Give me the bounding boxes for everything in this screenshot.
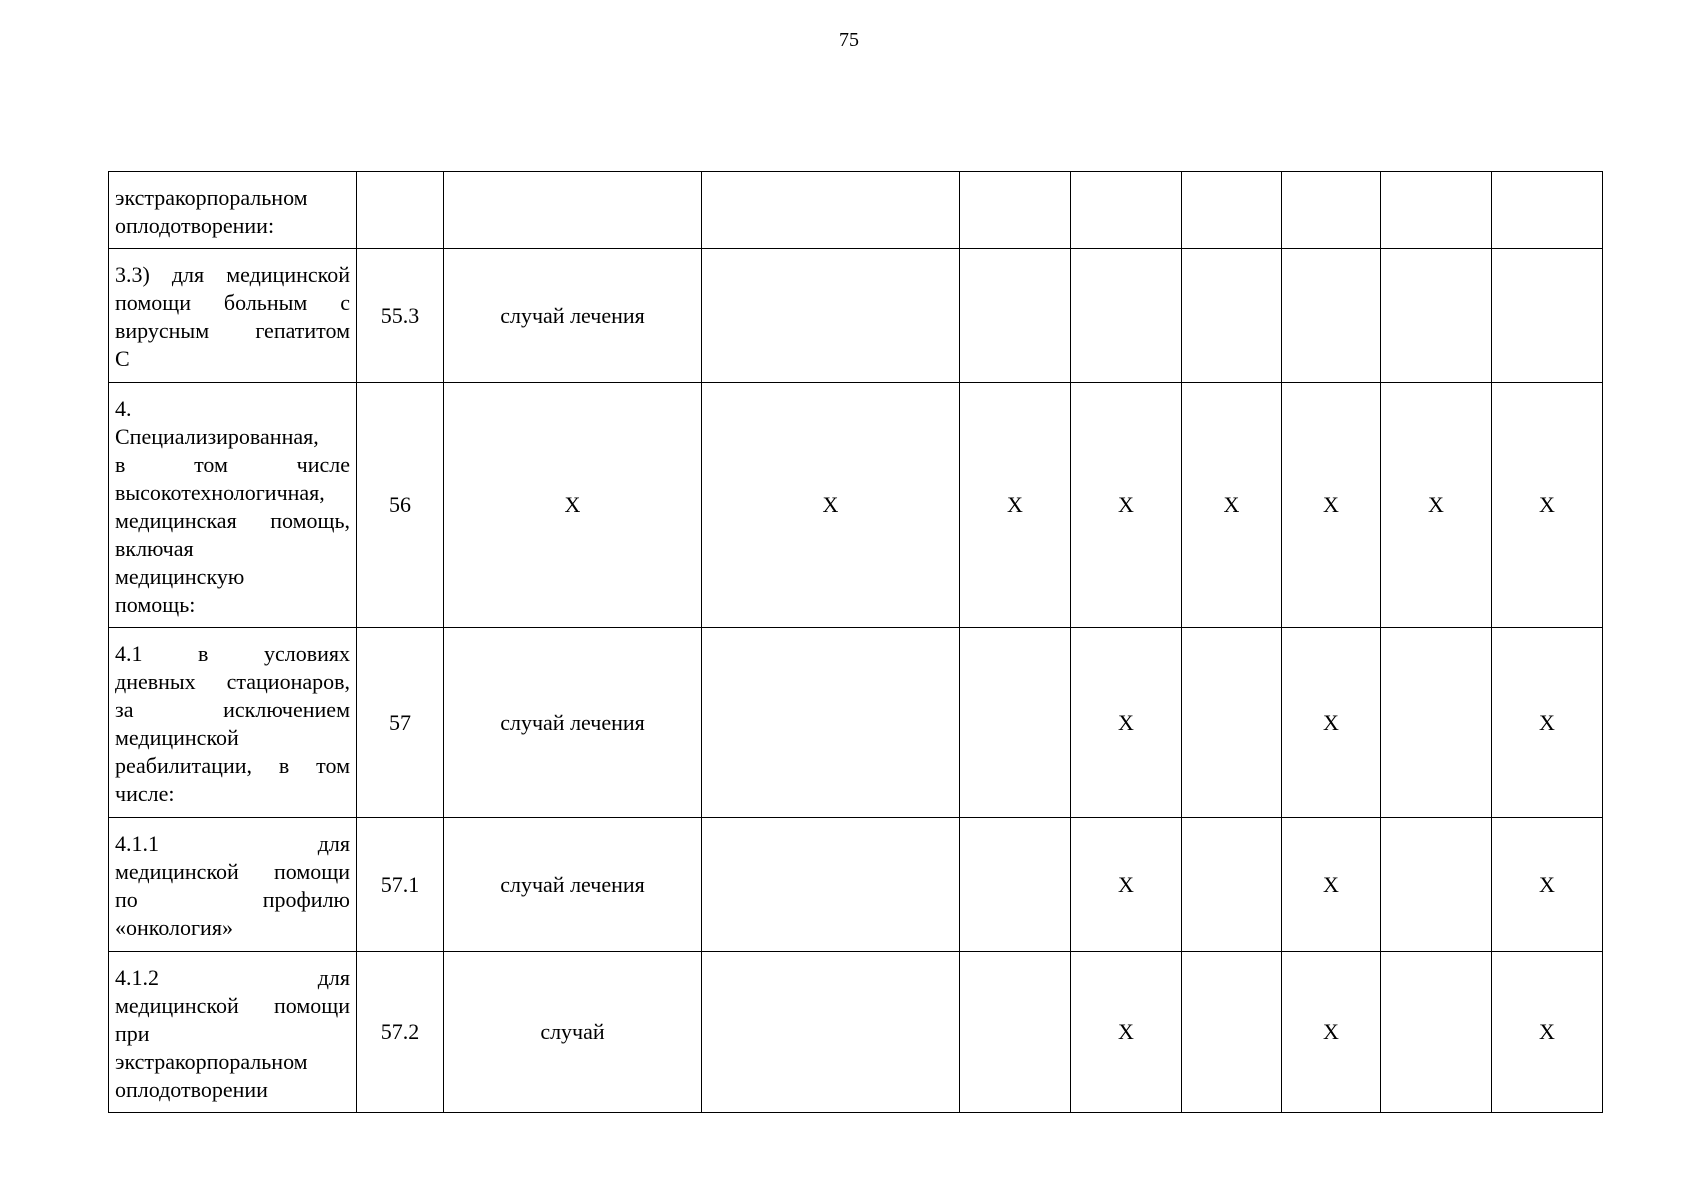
code-cell: 57 <box>357 628 444 818</box>
value-cell <box>1071 249 1182 383</box>
name-line: «онкология» <box>115 915 233 940</box>
value-cell: Х <box>1282 952 1381 1113</box>
value-cell: Х <box>1381 383 1492 628</box>
unit-cell: Х <box>444 383 702 628</box>
unit-cell <box>444 172 702 249</box>
value-cell <box>1182 172 1282 249</box>
value-cell <box>1282 172 1381 249</box>
code-cell: 56 <box>357 383 444 628</box>
table-row <box>109 383 1603 628</box>
name-line: медицинской помощи <box>115 859 350 884</box>
value-cell <box>960 952 1071 1113</box>
value-cell <box>702 952 960 1113</box>
value-cell <box>702 818 960 952</box>
unit-cell: случай <box>444 952 702 1113</box>
value-cell <box>702 249 960 383</box>
value-cell: Х <box>1071 383 1182 628</box>
value-cell: Х <box>1282 383 1381 628</box>
name-line: Специализированная, <box>115 424 319 449</box>
name-line: реабилитации, в том <box>115 753 350 778</box>
name-line: 4.1 в условиях <box>115 641 350 666</box>
page-number: 75 <box>839 29 859 51</box>
value-cell <box>1182 628 1282 818</box>
row-name-cell <box>109 172 357 249</box>
value-cell: Х <box>960 383 1071 628</box>
value-cell <box>960 172 1071 249</box>
value-cell <box>1381 249 1492 383</box>
code-cell: 57.1 <box>357 818 444 952</box>
name-line: включая <box>115 536 194 561</box>
value-cell: Х <box>1492 383 1603 628</box>
table-row <box>109 249 1603 383</box>
value-cell: Х <box>1282 818 1381 952</box>
unit-cell: случай лечения <box>444 628 702 818</box>
value-cell: Х <box>1071 952 1182 1113</box>
value-cell <box>702 628 960 818</box>
row-name-cell <box>109 952 357 1113</box>
unit-cell: случай лечения <box>444 249 702 383</box>
name-line: при <box>115 1021 150 1046</box>
name-line: экстракорпоральном <box>115 185 308 210</box>
name-line: медицинской помощи <box>115 993 350 1018</box>
value-cell: Х <box>1492 628 1603 818</box>
table-row <box>109 818 1603 952</box>
name-line: высокотехнологичная, <box>115 480 325 505</box>
code-cell <box>357 172 444 249</box>
value-cell <box>1182 249 1282 383</box>
value-cell <box>1381 818 1492 952</box>
name-line: медицинская помощь, <box>115 508 350 533</box>
row-name-cell <box>109 249 357 383</box>
name-line: оплодотворении: <box>115 213 275 238</box>
name-line: 4.1.1 для <box>115 831 350 856</box>
name-line: в том числе <box>115 452 350 477</box>
name-line: С <box>115 346 130 371</box>
name-line: по профилю <box>115 887 350 912</box>
value-cell: Х <box>1282 628 1381 818</box>
value-cell <box>1492 249 1603 383</box>
value-cell: Х <box>1492 818 1603 952</box>
value-cell <box>1492 172 1603 249</box>
value-cell <box>1381 628 1492 818</box>
value-cell <box>1182 818 1282 952</box>
data-table <box>108 171 1603 1113</box>
value-cell <box>960 249 1071 383</box>
value-cell: Х <box>702 383 960 628</box>
name-line: 4. <box>115 396 132 421</box>
value-cell <box>1282 249 1381 383</box>
value-cell <box>960 818 1071 952</box>
name-line: числе: <box>115 781 175 806</box>
value-cell <box>1381 952 1492 1113</box>
value-cell <box>1071 172 1182 249</box>
value-cell: Х <box>1182 383 1282 628</box>
name-line: за исключением <box>115 697 350 722</box>
name-line: 4.1.2 для <box>115 965 350 990</box>
code-cell: 57.2 <box>357 952 444 1113</box>
value-cell: Х <box>1071 818 1182 952</box>
value-cell <box>1381 172 1492 249</box>
value-cell <box>1182 952 1282 1113</box>
value-cell: Х <box>1492 952 1603 1113</box>
row-name-cell <box>109 818 357 952</box>
name-line: медицинской <box>115 725 239 750</box>
name-line: экстракорпоральном <box>115 1049 308 1074</box>
value-cell: Х <box>1071 628 1182 818</box>
row-name-cell <box>109 628 357 818</box>
table-row <box>109 952 1603 1113</box>
name-line: 3.3) для медицинской <box>115 262 350 287</box>
name-line: медицинскую <box>115 564 245 589</box>
name-line: помощь: <box>115 592 196 617</box>
value-cell <box>702 172 960 249</box>
name-line: вирусным гепатитом <box>115 318 350 343</box>
row-name-cell <box>109 383 357 628</box>
name-line: помощи больным с <box>115 290 350 315</box>
unit-cell: случай лечения <box>444 818 702 952</box>
code-cell: 55.3 <box>357 249 444 383</box>
value-cell <box>960 628 1071 818</box>
name-line: дневных стационаров, <box>115 669 350 694</box>
table-row <box>109 172 1603 249</box>
name-line: оплодотворении <box>115 1077 268 1102</box>
table-row <box>109 628 1603 818</box>
